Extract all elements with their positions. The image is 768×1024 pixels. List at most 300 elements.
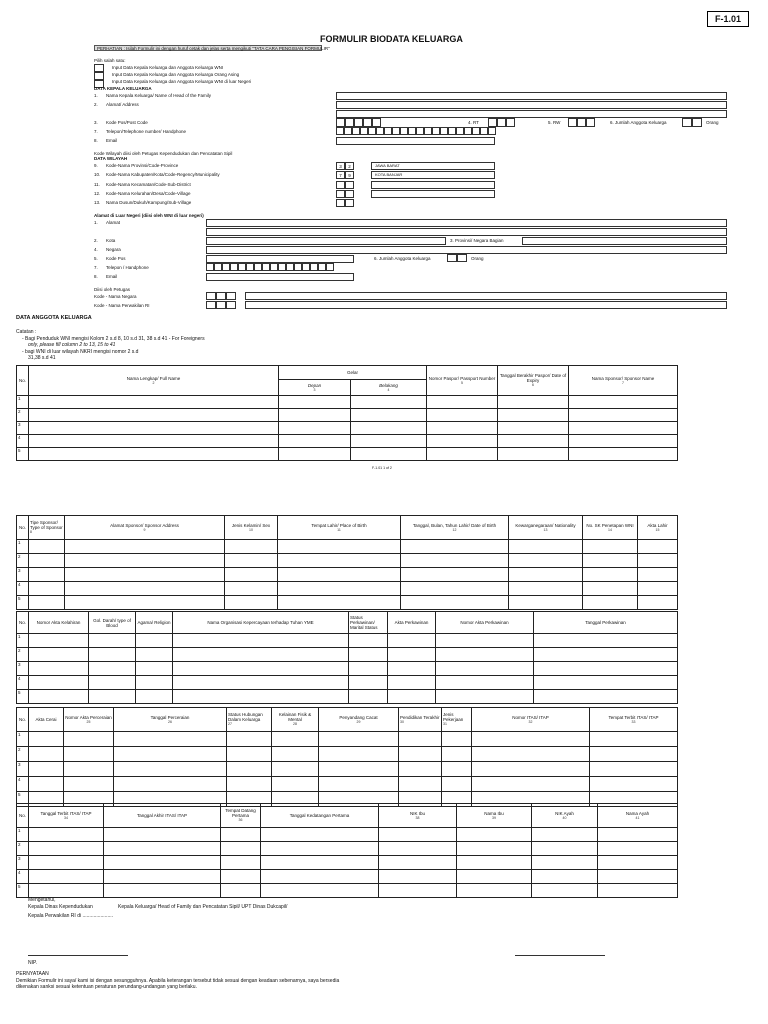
t2-cell[interactable] <box>29 540 65 554</box>
t3-row-num: 5 <box>17 690 29 704</box>
t1-cell[interactable] <box>569 422 678 435</box>
t4-cell[interactable] <box>590 777 678 792</box>
t2-cell[interactable] <box>29 554 65 568</box>
t1-cell[interactable] <box>29 409 279 422</box>
country-code-cells[interactable] <box>206 292 236 300</box>
t1-header-name: Nama Lengkap/ Full Name 2 <box>29 366 279 396</box>
region-11-num: 11. <box>94 182 100 187</box>
statement-line-2: dikenakan sanksi sesuai ketentuan peraturan perundang-undangan yang berlaku. <box>16 984 197 990</box>
t3-cell[interactable] <box>29 676 89 690</box>
t2-cell[interactable] <box>509 540 583 554</box>
t5-cell[interactable] <box>379 828 457 842</box>
t4-cell[interactable] <box>227 732 272 747</box>
phone-cells[interactable] <box>336 127 496 135</box>
t5-cell[interactable] <box>598 828 678 842</box>
t3-cell[interactable] <box>436 634 534 648</box>
t2-cell[interactable] <box>638 596 678 610</box>
head-address-input-2[interactable] <box>336 110 727 118</box>
t5-cell[interactable] <box>457 842 532 856</box>
t2-cell[interactable] <box>638 540 678 554</box>
t3-cell[interactable] <box>436 648 534 662</box>
t3-header-marital: Status Perkawinan/ Marital Status <box>349 612 388 634</box>
t1-cell[interactable] <box>279 396 351 409</box>
t4-row-num: 1 <box>17 732 29 747</box>
head-field-3-num: 3. <box>94 120 98 125</box>
t2-cell[interactable] <box>225 582 278 596</box>
t3-cell[interactable] <box>534 662 678 676</box>
t1-cell[interactable] <box>279 435 351 448</box>
subvillage-code-cells[interactable] <box>336 199 354 207</box>
t3-cell[interactable] <box>29 662 89 676</box>
member-count-label: 6. Jumlah Anggota Keluarga <box>610 120 667 125</box>
head-name-input[interactable] <box>336 92 727 100</box>
t1-cell[interactable] <box>498 448 569 461</box>
region-note: Kode Wilayah diisi oleh Petugas Kependudukan dan Pencatatan Sipil <box>94 151 233 156</box>
city-input[interactable] <box>206 237 446 245</box>
district-code-cells[interactable] <box>336 181 354 189</box>
t5-header-itas-end: Tanggal Akhir ITAS/ ITAP <box>104 804 221 828</box>
t3-cell[interactable] <box>388 648 436 662</box>
t1-cell[interactable] <box>498 435 569 448</box>
t5-header-mother-nik: NIK Ibu 38 <box>379 804 457 828</box>
t5-cell[interactable] <box>29 884 104 898</box>
t2-cell[interactable] <box>401 596 509 610</box>
t4-cell[interactable] <box>472 732 590 747</box>
t2-cell[interactable] <box>401 540 509 554</box>
t5-cell[interactable] <box>221 842 261 856</box>
t5-cell[interactable] <box>261 870 379 884</box>
t5-cell[interactable] <box>29 842 104 856</box>
t1-row-num: 1 <box>17 396 29 409</box>
t4-cell[interactable] <box>442 762 472 777</box>
t2-header-sponsor-address: Alamat Sponsor/ Sponsor Address 9 <box>65 516 225 540</box>
choose-label: Pilih salah satu: <box>94 58 126 63</box>
t3-cell[interactable] <box>534 676 678 690</box>
t4-cell[interactable] <box>114 732 227 747</box>
t2-row-num: 1 <box>17 540 29 554</box>
postcode-cells[interactable] <box>336 118 381 127</box>
t4-cell[interactable] <box>29 732 64 747</box>
head-address-label: Alamat/ Address <box>106 102 139 107</box>
t3-cell[interactable] <box>89 690 136 704</box>
t1-cell[interactable] <box>427 409 498 422</box>
district-name-input[interactable] <box>371 181 495 189</box>
abroad-email-label: Email <box>106 274 118 279</box>
t2-cell[interactable] <box>29 596 65 610</box>
t4-cell[interactable] <box>29 762 64 777</box>
t4-cell[interactable] <box>29 747 64 762</box>
phone-label: Telepon/Telephone number/ Handphone <box>106 129 187 134</box>
t3-row-num: 1 <box>17 634 29 648</box>
t3-row-num: 4 <box>17 676 29 690</box>
t1-cell[interactable] <box>279 448 351 461</box>
t3-cell[interactable] <box>173 662 349 676</box>
t5-cell[interactable] <box>457 856 532 870</box>
t3-cell[interactable] <box>349 662 388 676</box>
t2-cell[interactable] <box>583 596 638 610</box>
t2-cell[interactable] <box>509 596 583 610</box>
t3-cell[interactable] <box>388 690 436 704</box>
nip-label: NIP. <box>28 960 38 966</box>
members-table-5 <box>16 803 678 898</box>
country-input[interactable] <box>206 246 727 254</box>
t4-cell[interactable] <box>399 732 442 747</box>
t5-cell[interactable] <box>221 856 261 870</box>
t3-cell[interactable] <box>388 676 436 690</box>
t4-cell[interactable] <box>319 762 399 777</box>
t5-cell[interactable] <box>261 828 379 842</box>
t2-cell[interactable] <box>583 554 638 568</box>
t4-cell[interactable] <box>64 747 114 762</box>
t5-cell[interactable] <box>379 870 457 884</box>
country-code-label: Kode - Nama Negara <box>94 294 137 299</box>
t5-cell[interactable] <box>104 884 221 898</box>
note-2: - bagi WNI di luar wilayah NKRI mengisi nomor 2 s.d <box>22 349 139 355</box>
t4-cell[interactable] <box>472 777 590 792</box>
t3-cell[interactable] <box>173 648 349 662</box>
province-name-input[interactable]: JAWA BARAT <box>371 162 495 170</box>
t3-cell[interactable] <box>29 690 89 704</box>
catatan-label: Catatan : <box>16 329 37 335</box>
t4-cell[interactable] <box>272 732 319 747</box>
abroad-email-input[interactable] <box>206 273 354 281</box>
t4-cell[interactable] <box>472 747 590 762</box>
t4-header-no: No. <box>17 708 29 732</box>
t3-cell[interactable] <box>136 676 173 690</box>
t3-cell[interactable] <box>89 648 136 662</box>
t4-cell[interactable] <box>590 762 678 777</box>
t4-cell[interactable] <box>399 747 442 762</box>
choice-label-1: Input Data Kepala Keluarga dan Anggota Keluarga WNI <box>112 65 224 70</box>
t5-cell[interactable] <box>221 828 261 842</box>
t3-cell[interactable] <box>349 690 388 704</box>
t5-cell[interactable] <box>221 884 261 898</box>
t2-header-nationality: Kewarganegaraan/ Nationality 13 <box>509 516 583 540</box>
t3-row-num: 2 <box>17 648 29 662</box>
t4-row-num: 4 <box>17 777 29 792</box>
t4-header-divorce-no: Nomor Akta Perceraian 25 <box>64 708 114 732</box>
t4-cell[interactable] <box>319 747 399 762</box>
t5-cell[interactable] <box>532 856 598 870</box>
t2-cell[interactable] <box>29 568 65 582</box>
t5-cell[interactable] <box>598 870 678 884</box>
t4-cell[interactable] <box>442 732 472 747</box>
t3-cell[interactable] <box>29 648 89 662</box>
t3-cell[interactable] <box>349 648 388 662</box>
t3-header-birth-cert-no: Nomor Akta Kelahiran <box>29 612 89 634</box>
t1-cell[interactable] <box>498 409 569 422</box>
village-code-cells[interactable] <box>336 190 354 198</box>
t2-cell[interactable] <box>583 568 638 582</box>
t5-row-num: 4 <box>17 870 29 884</box>
t2-header-no: No. <box>17 516 29 540</box>
t5-cell[interactable] <box>261 856 379 870</box>
t2-cell[interactable] <box>509 554 583 568</box>
t3-cell[interactable] <box>89 676 136 690</box>
t4-cell[interactable] <box>590 747 678 762</box>
form-code: F-1.01 <box>707 11 749 27</box>
abroad-address-input-1[interactable] <box>206 219 727 227</box>
subvillage-label: Nama Dusun/Dukuh/Kampung/Sub-Village <box>106 200 192 205</box>
t1-cell[interactable] <box>498 422 569 435</box>
t1-row-num: 3 <box>17 422 29 435</box>
t2-cell[interactable] <box>583 582 638 596</box>
t3-cell[interactable] <box>29 634 89 648</box>
t4-cell[interactable] <box>227 777 272 792</box>
t2-cell[interactable] <box>225 596 278 610</box>
t5-header-first-date: Tanggal Kedatangan Pertama <box>261 804 379 828</box>
t1-cell[interactable] <box>29 435 279 448</box>
t5-cell[interactable] <box>379 884 457 898</box>
abroad-2-num: 2. <box>94 238 98 243</box>
abroad-postcode-input[interactable] <box>206 255 354 263</box>
state-input[interactable] <box>522 237 727 245</box>
page-footnote: F-1.01 1 of 2 <box>372 466 392 470</box>
t2-cell[interactable] <box>401 554 509 568</box>
t5-cell[interactable] <box>457 828 532 842</box>
t5-cell[interactable] <box>104 856 221 870</box>
t4-cell[interactable] <box>590 732 678 747</box>
t3-cell[interactable] <box>136 662 173 676</box>
t5-row-num: 5 <box>17 884 29 898</box>
t2-cell[interactable] <box>638 582 678 596</box>
email-input[interactable] <box>336 137 495 145</box>
district-label: Kode-Nama Kecamatan/Code-Sub-District <box>106 182 191 187</box>
t5-cell[interactable] <box>221 870 261 884</box>
t1-cell[interactable] <box>427 396 498 409</box>
t3-cell[interactable] <box>173 690 349 704</box>
members-table-4 <box>16 707 678 807</box>
statement-line-1: Demikian Formulir ini saya/ kami isi dengan sesungguhnya. Apabila keterangan tersebut tidak sesuai dengan keadaan sebenarnya, saya bersedia <box>16 978 340 984</box>
t1-cell[interactable] <box>351 409 427 422</box>
t2-cell[interactable] <box>278 554 401 568</box>
t5-cell[interactable] <box>379 856 457 870</box>
t3-cell[interactable] <box>534 648 678 662</box>
t1-cell[interactable] <box>427 448 498 461</box>
t3-cell[interactable] <box>436 690 534 704</box>
embassy-code-cells[interactable] <box>206 301 236 309</box>
t5-cell[interactable] <box>532 884 598 898</box>
t1-header-sponsor: Nama Sponsor/ Sponsor Name 7 <box>569 366 678 396</box>
t2-cell[interactable] <box>401 582 509 596</box>
regency-code-cells[interactable]: 7 9 <box>336 171 354 179</box>
postcode-label: Kode Pos/Post Code <box>106 120 148 125</box>
members-table-3 <box>16 611 678 704</box>
t4-cell[interactable] <box>114 777 227 792</box>
t4-cell[interactable] <box>64 777 114 792</box>
t2-cell[interactable] <box>278 540 401 554</box>
city-label: Kota <box>106 238 116 243</box>
state-label: 3. Provinsi/ Negara Bagian <box>450 238 504 243</box>
t4-row-num: 5 <box>17 792 29 807</box>
t5-cell[interactable] <box>29 828 104 842</box>
t2-cell[interactable] <box>65 568 225 582</box>
t5-cell[interactable] <box>532 828 598 842</box>
t3-cell[interactable] <box>136 648 173 662</box>
t4-cell[interactable] <box>442 777 472 792</box>
members-table-1 <box>16 365 678 461</box>
t1-cell[interactable] <box>351 435 427 448</box>
t3-cell[interactable] <box>89 662 136 676</box>
t2-cell[interactable] <box>638 554 678 568</box>
village-label: Kode-Nama Kelurahan/Desa/Code-Village <box>106 191 191 196</box>
t2-cell[interactable] <box>225 540 278 554</box>
t3-cell[interactable] <box>136 690 173 704</box>
t5-cell[interactable] <box>457 884 532 898</box>
village-name-input[interactable] <box>371 190 495 198</box>
t3-cell[interactable] <box>534 690 678 704</box>
t5-cell[interactable] <box>261 842 379 856</box>
t3-cell[interactable] <box>173 634 349 648</box>
t5-cell[interactable] <box>104 870 221 884</box>
t4-cell[interactable] <box>114 747 227 762</box>
choice-checkbox-1[interactable] <box>94 64 104 72</box>
t5-cell[interactable] <box>598 842 678 856</box>
t3-cell[interactable] <box>534 634 678 648</box>
head-address-input-1[interactable] <box>336 101 727 109</box>
t5-cell[interactable] <box>457 870 532 884</box>
t2-cell[interactable] <box>65 540 225 554</box>
rt-cells[interactable] <box>488 118 515 127</box>
t5-cell[interactable] <box>598 856 678 870</box>
t3-header-belief-org: Nama Organisasi Kepercayaan terhadap Tuhan YME <box>173 612 349 634</box>
member-count-cells[interactable] <box>682 118 702 127</box>
t4-cell[interactable] <box>114 762 227 777</box>
t5-row-num: 2 <box>17 842 29 856</box>
t2-header-sex: Jenis Kelamin/ Sex 10 <box>225 516 278 540</box>
t2-header-birthplace: Tempat Lahir/ Place of Birth 11 <box>278 516 401 540</box>
t3-cell[interactable] <box>349 634 388 648</box>
t1-cell[interactable] <box>29 448 279 461</box>
t5-cell[interactable] <box>104 828 221 842</box>
t1-cell[interactable] <box>29 396 279 409</box>
t2-cell[interactable] <box>509 582 583 596</box>
head-field-1-num: 1. <box>94 93 98 98</box>
t1-cell[interactable] <box>498 396 569 409</box>
abroad-address-input-2[interactable] <box>206 228 727 236</box>
t5-cell[interactable] <box>29 870 104 884</box>
country-name-input[interactable] <box>245 292 727 300</box>
province-code-cells[interactable]: 3 2 <box>336 162 354 170</box>
t2-cell[interactable] <box>65 582 225 596</box>
t2-cell[interactable] <box>278 568 401 582</box>
embassy-head-label: Kepala Perwakilan RI di ...................... <box>28 913 114 919</box>
t4-cell[interactable] <box>272 777 319 792</box>
t2-cell[interactable] <box>278 596 401 610</box>
t5-header-itas-issue: Tanggal Terbit ITAS/ ITAP 34 <box>29 804 104 828</box>
abroad-member-count-cells[interactable] <box>447 254 467 262</box>
t4-cell[interactable] <box>399 762 442 777</box>
t2-header-birthdate: Tanggal, Bulan, Tahun Lahir/ Date of Birth 12 <box>401 516 509 540</box>
t1-header-back: Belakang 4 <box>351 380 427 396</box>
t2-cell[interactable] <box>509 568 583 582</box>
t2-cell[interactable] <box>225 554 278 568</box>
t1-cell[interactable] <box>279 409 351 422</box>
t3-cell[interactable] <box>136 634 173 648</box>
regency-label: Kode-Nama Kabupaten/Kota/Code-Regency/Municipality <box>106 172 220 177</box>
region-9-num: 9. <box>94 163 98 168</box>
t1-cell[interactable] <box>569 409 678 422</box>
t4-cell[interactable] <box>64 732 114 747</box>
t1-cell[interactable] <box>427 435 498 448</box>
t4-cell[interactable] <box>319 777 399 792</box>
t5-cell[interactable] <box>532 842 598 856</box>
t2-cell[interactable] <box>638 568 678 582</box>
t5-cell[interactable] <box>532 870 598 884</box>
t3-cell[interactable] <box>388 662 436 676</box>
t5-cell[interactable] <box>104 842 221 856</box>
t4-cell[interactable] <box>319 732 399 747</box>
t1-cell[interactable] <box>29 422 279 435</box>
t2-cell[interactable] <box>65 596 225 610</box>
t5-cell[interactable] <box>598 884 678 898</box>
t2-cell[interactable] <box>29 582 65 596</box>
t2-header-sk: No. SK Penetapan WNI 14 <box>583 516 638 540</box>
t1-cell[interactable] <box>569 396 678 409</box>
region-12-num: 12. <box>94 191 101 196</box>
note-2b: 31,38 s.d 41 <box>28 355 56 361</box>
t1-cell[interactable] <box>351 448 427 461</box>
t1-cell[interactable] <box>351 396 427 409</box>
t4-cell[interactable] <box>64 762 114 777</box>
embassy-name-input[interactable] <box>245 301 727 309</box>
t2-row-num: 5 <box>17 596 29 610</box>
t2-cell[interactable] <box>583 540 638 554</box>
t4-cell[interactable] <box>272 762 319 777</box>
t5-cell[interactable] <box>261 884 379 898</box>
t4-cell[interactable] <box>227 762 272 777</box>
t2-header-birth-cert: Akta Lahir 15 <box>638 516 678 540</box>
t1-cell[interactable] <box>351 422 427 435</box>
t4-row-num: 3 <box>17 762 29 777</box>
t5-cell[interactable] <box>379 842 457 856</box>
t4-header-itas-no: Nomor ITAS/ ITAP 32 <box>472 708 590 732</box>
t1-cell[interactable] <box>427 422 498 435</box>
t2-cell[interactable] <box>278 582 401 596</box>
regency-name-input[interactable]: KOTA BANJAR <box>371 171 495 179</box>
t3-cell[interactable] <box>89 634 136 648</box>
t3-cell[interactable] <box>436 662 534 676</box>
t5-header-first-place: Tempat Datang Pertama 36 <box>221 804 261 828</box>
t3-cell[interactable] <box>173 676 349 690</box>
t3-cell[interactable] <box>388 634 436 648</box>
embassy-code-label: Kode - Nama Perwakilan RI <box>94 303 150 308</box>
t4-cell[interactable] <box>399 777 442 792</box>
t3-cell[interactable] <box>349 676 388 690</box>
t4-cell[interactable] <box>442 747 472 762</box>
region-10-num: 10. <box>94 172 101 177</box>
region-13-num: 13. <box>94 200 101 205</box>
t2-cell[interactable] <box>225 568 278 582</box>
t5-cell[interactable] <box>29 856 104 870</box>
rw-cells[interactable] <box>568 118 595 127</box>
t1-cell[interactable] <box>569 448 678 461</box>
choice-checkbox-2[interactable] <box>94 72 104 80</box>
t4-cell[interactable] <box>227 747 272 762</box>
head-of-agency-label: Kepala Dinas Kependudukan <box>28 904 93 910</box>
t1-cell[interactable] <box>569 435 678 448</box>
t4-cell[interactable] <box>29 777 64 792</box>
t3-cell[interactable] <box>436 676 534 690</box>
t1-header-front: Depan 3 <box>279 380 351 396</box>
t3-header-blood: Gol. Darah/ type of Blood <box>89 612 136 634</box>
t4-cell[interactable] <box>472 762 590 777</box>
abroad-phone-cells[interactable] <box>206 263 334 271</box>
t1-cell[interactable] <box>279 422 351 435</box>
t2-cell[interactable] <box>65 554 225 568</box>
t4-cell[interactable] <box>272 747 319 762</box>
t2-cell[interactable] <box>401 568 509 582</box>
